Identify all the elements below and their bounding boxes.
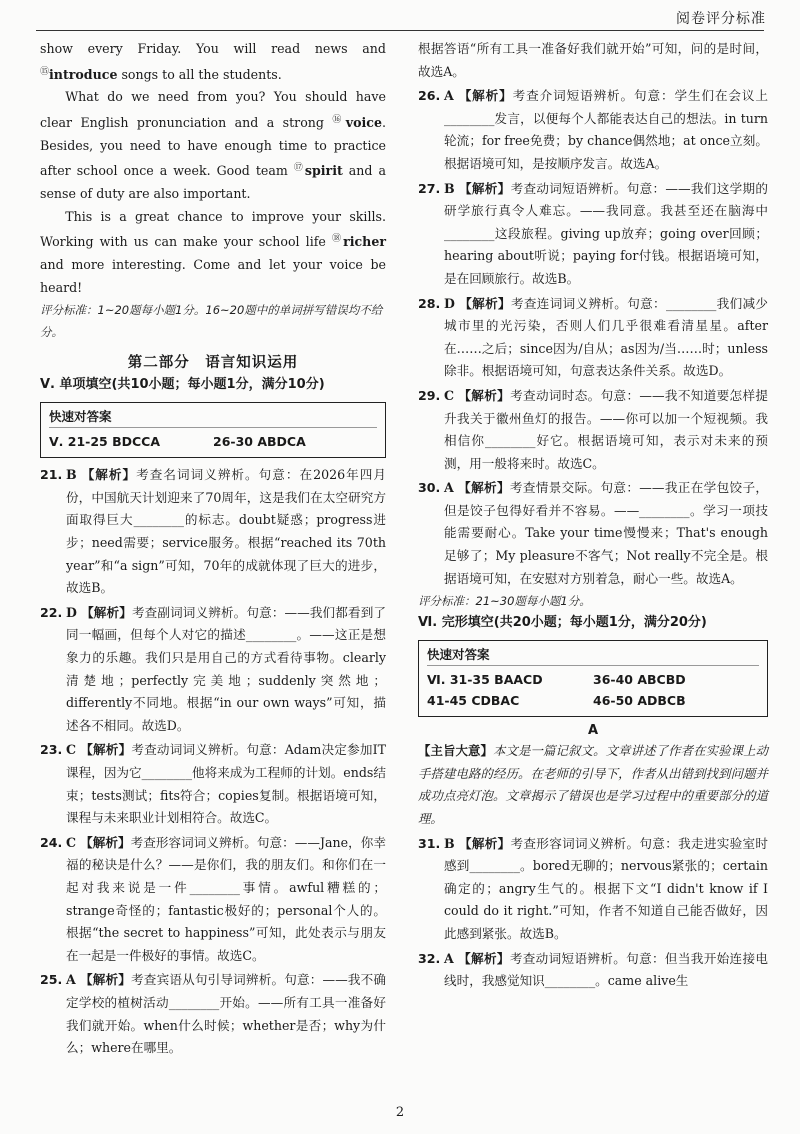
question-number: 26. [418,88,441,104]
question-25 [40,969,386,1059]
analysis-text: 考查动词词义辨析。句意：Adam决定参加IT课程，因为它________他将来成为工程师的计划。ends结束；tests测试；fits符合；copies复制。根据语境可知，课程与未来职业计划相符合。故选C。 [66,742,387,826]
analysis-tag: 【解析】 [79,972,132,988]
analysis-tag: 【解析】 [458,835,511,851]
answers-31-35: Ⅵ. 31-35 BAACD [427,672,543,688]
p3-text-start: This is a great chance to improve your skills. Working with us can make your school life [40,208,386,250]
p1-text-start: show every Friday. You will read news and [40,41,386,56]
analysis-text: 考查名词词义辨析。句意：在2026年四月份，中国航天计划迎来了70周年，这是我们在太空研究方面取得巨大________的标志。doubt疑惑；progress进步；need需要；service服务。根据“reached its 70th year”和“a sign”可知，70年的成就体现了巨大的进步，故选B。 [66,467,386,596]
answer-box-title: 快速对答案 [49,407,377,428]
right-column [418,38,768,993]
analysis-tag: 【解析】 [458,88,513,104]
p2-text-start: What do we need from you? You should have clear English pronunciation and a strong [40,89,386,131]
question-22 [40,602,386,738]
answer-box-title: 快速对答案 [427,645,759,666]
analysis-text: 考查连词词义辨析。句意：________我们减少城市里的光污染，否则人们几乎很难看清星星。after在……之后；since因为/自从；as因为/当……时；unless除非。根据语境可知，句意表达条件关系。故选D。 [444,295,769,379]
mark-15: ⑮ [40,66,50,77]
answers-36-40: 36-40 ABCBD [593,672,686,688]
question-number: 22. [40,604,63,620]
question-number: 30. [418,480,441,496]
summary-tag: 【主旨大意】 [418,743,494,759]
question-23 [40,739,386,829]
p2-text-mid: . Besides, you need to have enough time to practice after school once a week. Good team [40,115,386,179]
analysis-tag: 【解析】 [458,950,510,966]
question-number: 29. [418,387,441,403]
page-number: 2 [395,1105,405,1120]
answers-46-50: 46-50 ADBCB [593,693,686,709]
analysis-text: 考查副词词义辨析。句意：——我们都看到了同一幅画，但每个人对它的描述________。——这正是想象力的乐趣。我们只是用自己的方式看待事物。clearly清楚地；perfectly完美地；suddenly突然地；differently不同地。根据“in our own ways”可知，描述各不相同。故选D。 [66,604,387,733]
answer-richer: richer [343,234,386,250]
analysis-text: 考查动词短语辨析。句意：——我们这学期的研学旅行真令人难忘。——我同意。我甚至还在脑海中________这段旅程。giving up放弃；going over回顾；hearing about听说；paying for付钱。根据语境可知，是在回顾旅行。故选B。 [444,180,768,286]
mark-17: ⑰ [293,163,305,174]
analysis-tag: 【解析】 [458,480,510,496]
question-answer: D [444,295,455,311]
question-answer: B [444,835,455,851]
left-column [40,38,386,1060]
question-answer: B [444,180,455,196]
answer-row [49,431,377,452]
answer-box-2 [418,640,768,717]
header-label: 阅卷评分标准 [676,11,766,27]
passage-summary [418,740,768,830]
analysis-text: 考查动词时态。句意：——我不知道要怎样提升我关于徽州鱼灯的报告。——你可以加一个短视频。我相信你________好它。根据语境可知，表示对未来的预测，用一般将来时。故选C。 [444,387,768,471]
header-rule [36,30,764,31]
analysis-tag: 【解析】 [458,180,511,196]
question-26 [418,85,768,175]
analysis-text: 考查动词短语辨析。句意：但当我开始连接电线时，我感觉知识________。came alive生 [444,950,768,989]
paragraph-2 [40,86,386,205]
summary-text: 本文是一篇记叙文。文章讲述了作者在实验课上动手搭建电路的经历。在老师的引导下，作者从出错到找到问题并成功点亮灯泡。文章揭示了错误也是学习过程中的重要部分的道理。 [418,743,769,827]
question-answer: A [444,480,454,496]
question-answer: C [444,387,455,403]
analysis-tag: 【解析】 [80,742,132,758]
paragraph-3 [40,206,386,300]
section-5-title: Ⅴ. 单项填空(共10小题；每小题1分，满分10分) [40,377,325,393]
mark-16: ⑯ [332,114,346,125]
question-number: 28. [418,295,441,311]
p2-text-end: and a sense of duty are also important. [40,163,386,202]
analysis-tag: 【解析】 [81,604,132,620]
question-28 [418,293,768,383]
part-title: 第二部分 语言知识运用 [127,355,299,372]
question-24 [40,832,386,968]
analysis-text: 考查情景交际。句意：——我正在学包饺子，但是饺子包得好看并不容易。——________。学习一项技能需要耐心。Take your time慢慢来；That's enough足够了；My pleasure不客气；Not really不完全是。根据语境可知，在安慰对方别着急，耐心一些。故选A。 [444,480,769,586]
question-answer: A [444,950,454,966]
question-number: 25. [40,972,63,988]
question-answer: D [66,604,77,620]
answer-spirit: spirit [304,163,343,179]
question-number: 21. [40,467,63,483]
answer-voice: voice [345,115,382,131]
question-number: 23. [40,742,63,758]
answer-row [427,669,759,690]
mark-18: ⑱ [331,234,344,245]
question-answer: B [66,467,77,483]
question-31 [418,833,768,946]
answer-introduce: introduce [49,66,118,82]
question-answer: C [66,834,77,850]
grading-note-2: 评分标准：21~30题每小题1分。 [418,594,591,609]
question-25-continued: 根据答语“所有工具一准备好我们就开始”可知，问的是时间，故选A。 [418,41,768,79]
question-30 [418,477,768,590]
p3-text-end: and more interesting. Come and let your voice be heard! [40,257,386,295]
analysis-text: 考查介词短语辨析。句意：学生们在会议上________发言，以便每个人都能表达自己的想法。in turn轮流；for free免费；by chance偶然地；at once立刻。根据语境可知，是按顺序发言。故选A。 [444,88,769,171]
question-number: 27. [418,180,441,196]
question-answer: C [66,742,77,758]
analysis-text: 考查宾语从句引导词辨析。句意：——我不确定学校的植树活动________开始。——所有工具一准备好我们就开始。when什么时候；whether是否；why为什么；where在哪里。 [66,972,386,1056]
question-number: 32. [418,950,441,966]
analysis-text: 考查形容词词义辨析。句意：——Jane，你幸福的秘诀是什么？——是你们，我的朋友们。和你们在一起对我来说是一件________事情。awful糟糕的；strange奇怪的；fantastic极好的；personal个人的。根据“the secret to happiness”可知，此处表示与朋友在一起是一件极好的事情。故选C。 [66,834,387,963]
question-21 [40,464,386,600]
question-answer: A [444,88,454,104]
passage-label: A [587,723,599,739]
question-answer: A [66,972,76,988]
analysis-tag: 【解析】 [458,387,511,403]
answer-row [427,690,759,711]
section-6-title: Ⅵ. 完形填空(共20小题；每小题1分，满分20分) [418,615,707,631]
analysis-tag: 【解析】 [80,834,131,850]
answers-26-30: 26-30 ABDCA [213,434,306,450]
question-number: 24. [40,834,63,850]
answers-21-25: Ⅴ. 21-25 BDCCA [49,434,161,450]
question-27 [418,178,768,291]
p1-text-end: songs to all the students. [117,66,282,82]
question-29 [418,385,768,475]
analysis-tag: 【解析】 [459,295,511,311]
answers-41-45: 41-45 CDBAC [427,693,520,709]
grading-note-1: 评分标准：1~20题每小题1分。16~20题中的单词拼写错误均不给分。 [40,303,383,340]
question-number: 31. [418,835,441,851]
analysis-text: 考查形容词词义辨析。句意：我走进实验室时感到________。bored无聊的；nervous紧张的；certain确定的；angry生气的。根据下文“I didn't know if I could do it right.”可知，作者不知道自己能否做好，因此感到紧张。故选B。 [444,835,769,941]
answer-box-1 [40,402,386,458]
paragraph-1 [40,38,386,86]
analysis-tag: 【解析】 [81,467,137,483]
question-32 [418,948,768,993]
